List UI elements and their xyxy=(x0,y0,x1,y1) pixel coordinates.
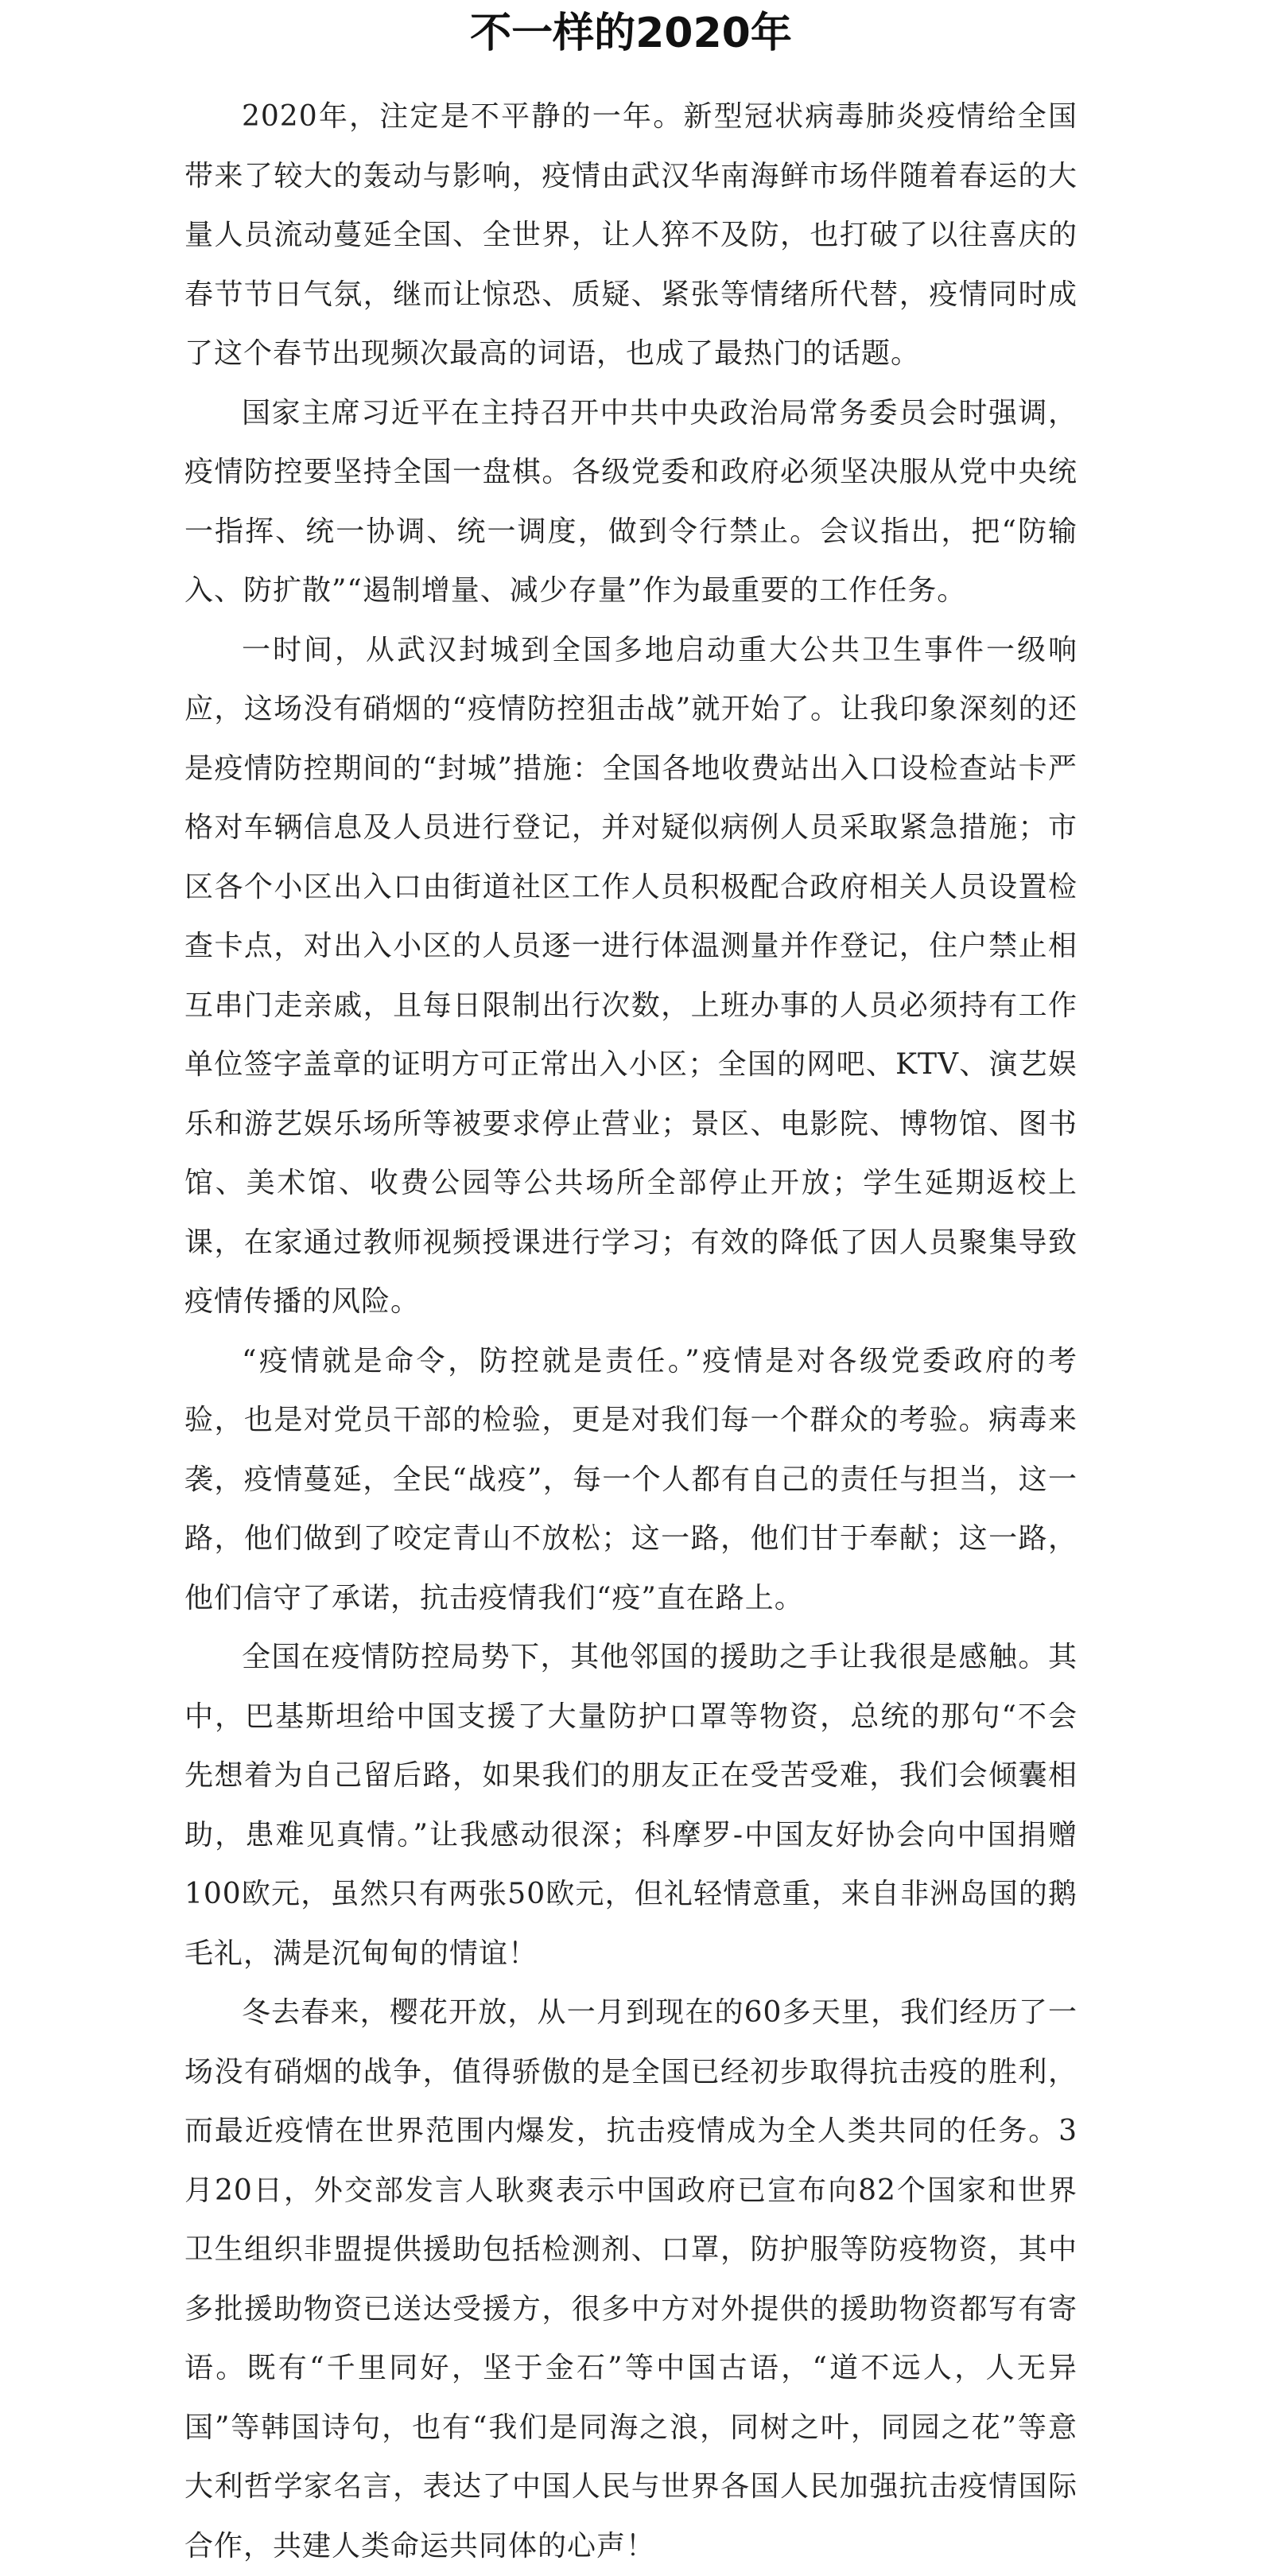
paragraph: 国家主席习近平在主持召开中共中央政治局常务委员会时强调，疫情防控要坚持全国一盘棋。各级党委和政府必须坚决服从党中央统一指挥、统一协调、统一调度，做到令行禁止。会议指出，把“防输入、防扩散”“遏制增量、减少存量”作为最重要的工作任务。 xyxy=(184,396,1078,607)
document-title: 不一样的2020年 xyxy=(470,10,792,57)
document-body xyxy=(184,87,1078,2576)
paragraph: 全国在疫情防控局势下，其他邻国的援助之手让我很是感触。其中，巴基斯坦给中国支援了大量防护口罩等物资，总统的那句“不会先想着为自己留后路，如果我们的朋友正在受苦受难，我们会倾囊相助，患难见真情。”让我感动很深；科摩罗-中国友好协会向中国捐赠100欧元，虽然只有两张50欧元，但礼轻情意重，来自非洲岛国的鹅毛礼，满是沉甸甸的情谊！ xyxy=(184,1641,1078,1970)
paragraph: 冬去春来，樱花开放，从一月到现在的60多天里，我们经历了一场没有硝烟的战争，值得骄傲的是全国已经初步取得抗击疫的胜利，而最近疫情在世界范围内爆发，抗击疫情成为全人类共同的任务。3月20日，外交部发言人耿爽表示中国政府已宣布向82个国家和世界卫生组织非盟提供援助包括检测剂、口罩，防护服等防疫物资，其中多批援助物资已送达受援方，很多中方对外提供的援助物资都写有寄语。既有“千里同好，坚于金石”等中国古语，“道不远人，人无异国”等韩国诗句，也有“我们是同海之浪，同树之叶，同园之花”等意大利哲学家名言，表达了中国人民与世界各国人民加强抗击疫情国际合作，共建人类命运共同体的心声！ xyxy=(184,1996,1078,2562)
paragraph: 2020年，注定是不平静的一年。新型冠状病毒肺炎疫情给全国带来了较大的轰动与影响，疫情由武汉华南海鲜市场伴随着春运的大量人员流动蔓延全国、全世界，让人猝不及防，也打破了以往喜庆的春节节日气氛，继而让惊恐、质疑、紧张等情绪所代替，疫情同时成了这个春节出现频次最高的词语，也成了最热门的话题。 xyxy=(184,100,1078,370)
paragraph: 一时间，从武汉封城到全国多地启动重大公共卫生事件一级响应，这场没有硝烟的“疫情防控狙击战”就开始了。让我印象深刻的还是疫情防控期间的“封城”措施：全国各地收费站出入口设检查站卡严格对车辆信息及人员进行登记，并对疑似病例人员采取紧急措施；市区各个小区出入口由街道社区工作人员积极配合政府相关人员设置检查卡点，对出入小区的人员逐一进行体温测量并作登记，住户禁止相互串门走亲戚，且每日限制出行次数，上班办事的人员必须持有工作单位签字盖章的证明方可正常出入小区；全国的网吧、KTV、演艺娱乐和游艺娱乐场所等被要求停止营业；景区、电影院、博物馆、图书馆、美术馆、收费公园等公共场所全部停止开放；学生延期返校上课，在家通过教师视频授课进行学习；有效的降低了因人员聚集导致疫情传播的风险。 xyxy=(184,633,1078,1318)
paragraph: “疫情就是命令，防控就是责任。”疫情是对各级党委政府的考验，也是对党员干部的检验，更是对我们每一个群众的考验。病毒来袭，疫情蔓延，全民“战疫”，每一个人都有自己的责任与担当，这一路，他们做到了咬定青山不放松；这一路，他们甘于奉献；这一路，他们信守了承诺，抗击疫情我们“疫”直在路上。 xyxy=(184,1344,1078,1614)
